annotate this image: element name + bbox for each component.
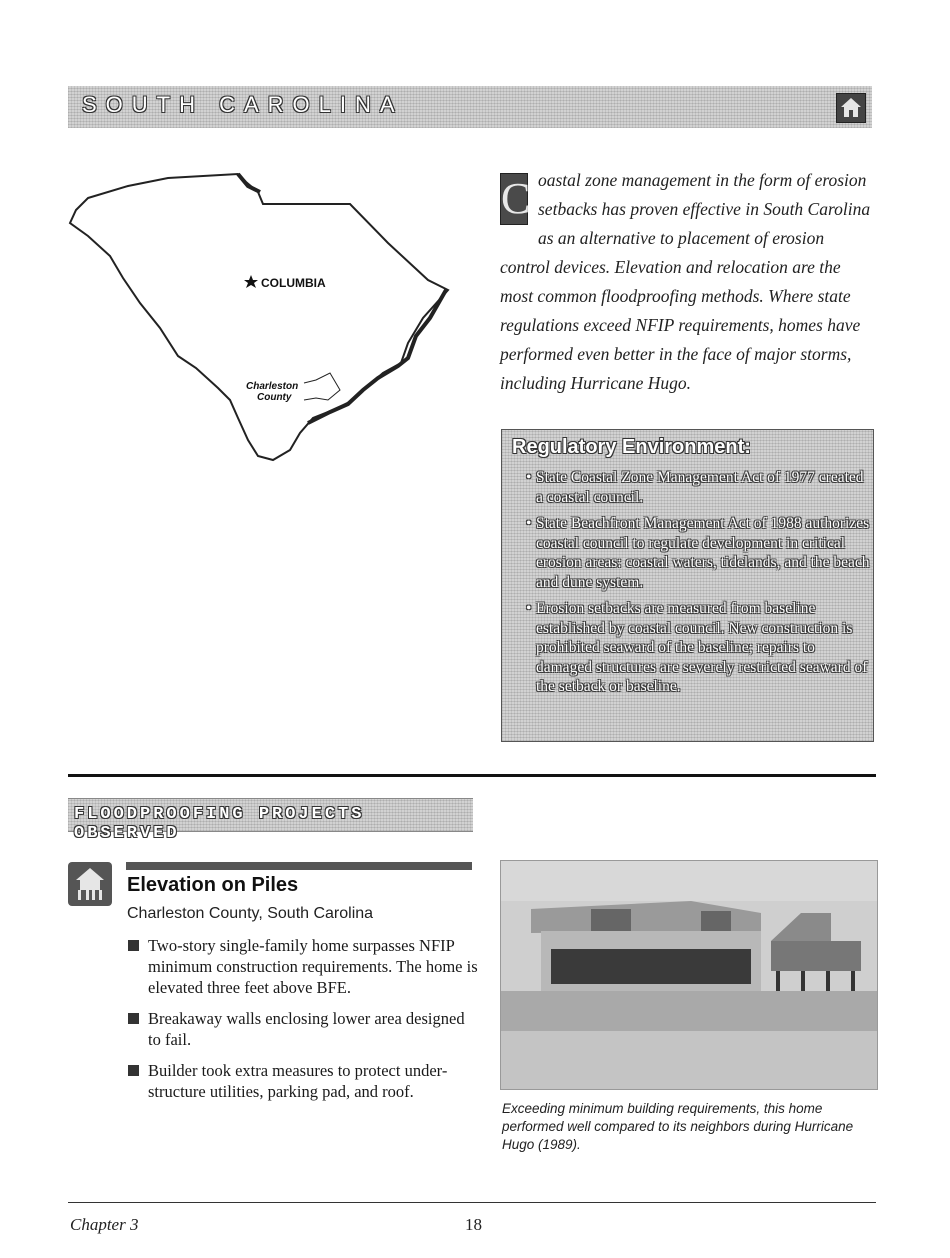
regulatory-box [501,429,874,742]
project-title: Elevation on Piles [127,874,299,896]
project-bullet: Builder took extra measures to protect under-structure utilities, parking pad, and roof. [128,1060,478,1102]
capital-label: COLUMBIA [261,276,326,290]
project-location: Charleston County, South Carolina [127,905,374,922]
photo-caption: Exceeding minimum building requirements, this home performed well compared to its neighbors during Hurricane Hugo (1989). [502,1101,854,1152]
intro-paragraph [500,166,875,398]
regulatory-item: • State Coastal Zone Management Act of 1977 created a coastal council. [526,469,864,506]
intro-text: oastal zone management in the form of erosion setbacks has proven effective in South Carolina as an alternative to placement of erosion control devices. Elevation and relocation are the most common floodproofing methods. Where state regulations exceed NFIP requirements, homes have performed even better in the face of major storms, including Hurricane Hugo. [500,170,871,393]
state-banner [68,86,872,128]
drop-cap: C [501,174,531,223]
regulatory-item: • State Beachfront Management Act of 1988 authorizes coastal council to regulate development in critical erosion areas: coastal waters, tidelands, and the beach and dune system. [526,515,870,591]
chapter-label: Chapter 3 [70,1215,139,1234]
projects-title: FLOODPROOFING PROJECTS OBSERVED [74,805,365,843]
project-bullet: Two-story single-family home surpasses NFIP minimum construction requirements. The home is elevated three feet above BFE. [128,935,478,998]
regulatory-item: • Erosion setbacks are measured from baseline established by coastal council. New construction is prohibited seaward of the baseline; repairs to damaged structures are severely restricted seaward of the setback or baseline. [526,600,868,695]
house-icon [836,93,866,123]
section-divider [68,774,876,777]
state-map [68,168,458,468]
regulatory-list [526,468,871,704]
elevation-house-icon [68,862,112,906]
projects-banner [68,798,473,843]
county-label-line1: Charleston [246,381,299,392]
county-label-line2: County [257,392,292,403]
project-bullet: Breakaway walls enclosing lower area designed to fail. [128,1008,478,1050]
regulatory-title: Regulatory Environment: [512,436,751,458]
project-bullets [128,935,478,1112]
star-icon [244,275,258,288]
page-number: 18 [465,1215,482,1234]
footer-rule [68,1202,876,1203]
state-title: SOUTH CAROLINA [82,92,404,117]
project-header-bar [126,862,472,870]
elevated-house-photo [500,860,878,1090]
